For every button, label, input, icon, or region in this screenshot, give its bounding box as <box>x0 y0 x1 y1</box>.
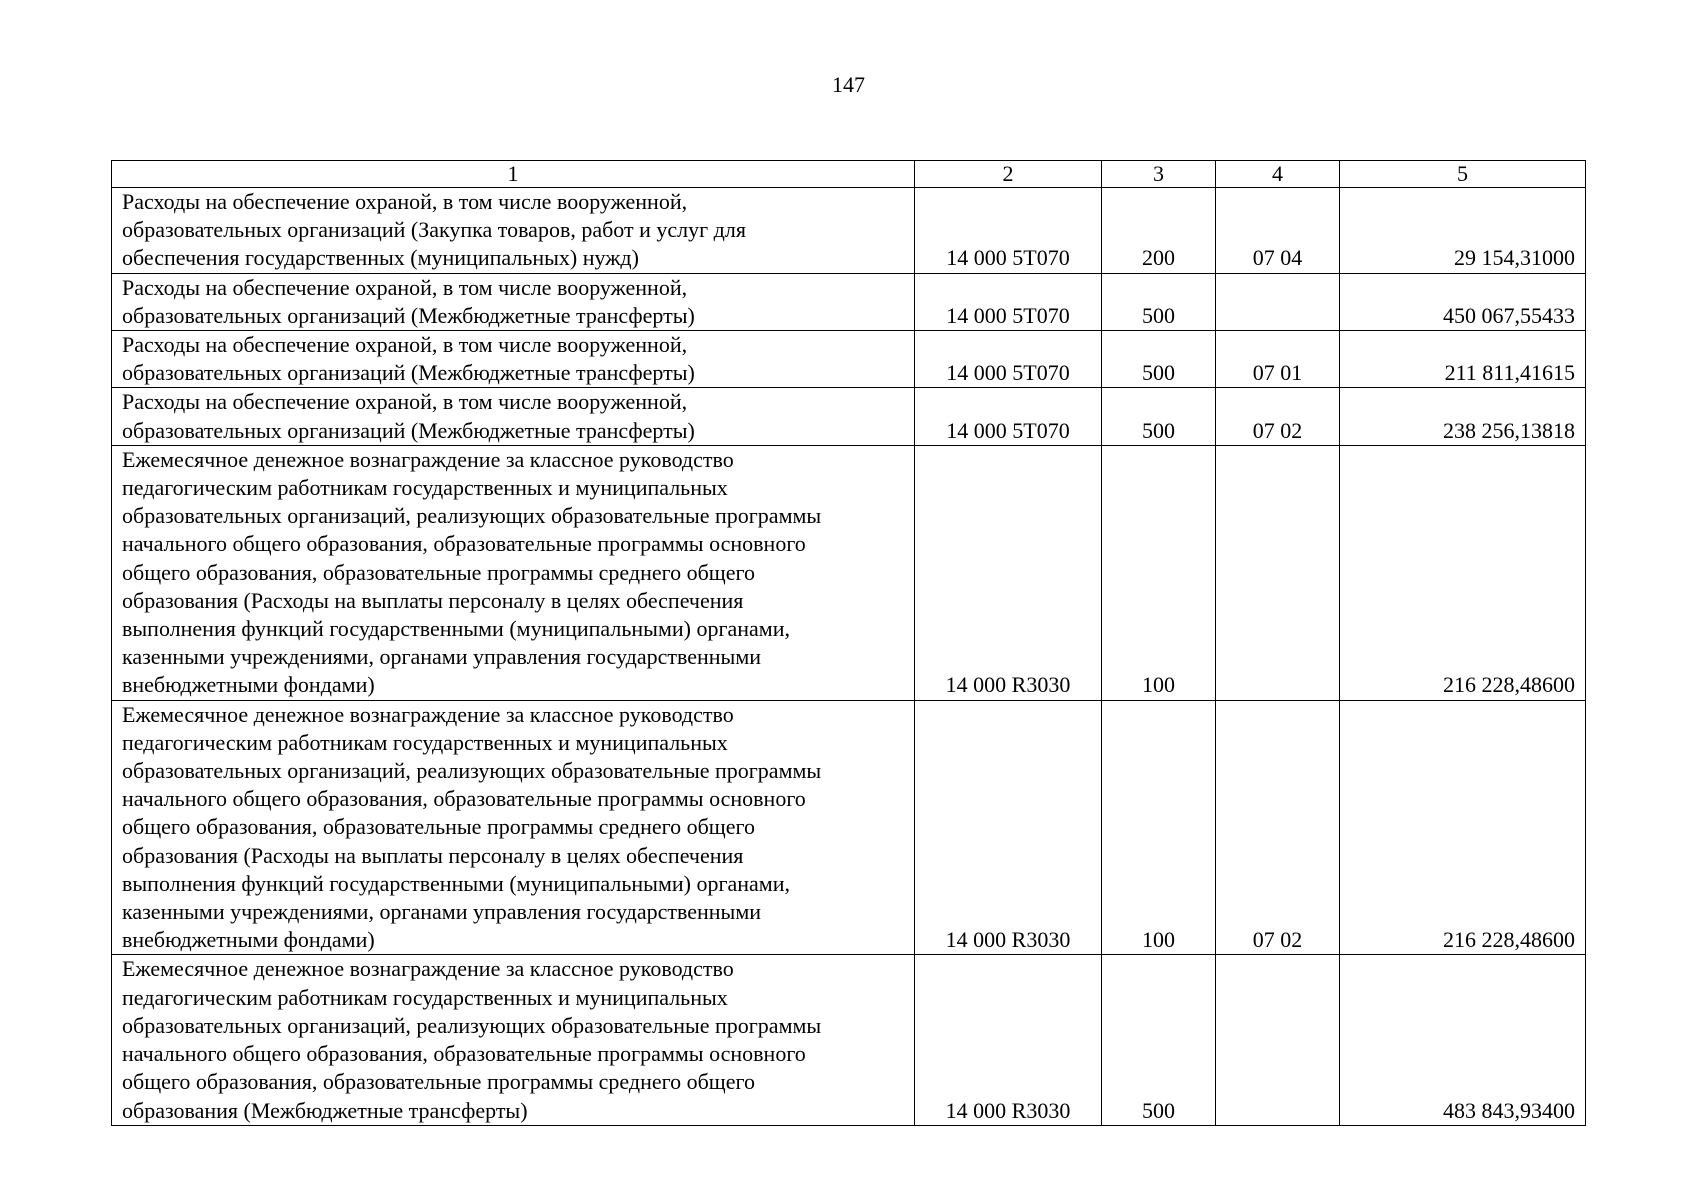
target-code: 14 000 5Т070 <box>915 331 1102 388</box>
expense-name: Ежемесячное денежное вознаграждение за классное руководство педагогическим работникам государственных и муниципальных образовательных организаций, реализующих образовательные программы начального общего образования, образовательные программы основного общего образования, образовательные программы среднего общего образования (Расходы на выплаты персоналу в целях обеспечения выполнения функций государственными (муниципальными) органами, казенными учреждениями, органами управления государственными внебюджетными фондами) <box>112 700 915 955</box>
expense-name: Расходы на обеспечение охраной, в том числе вооруженной, образовательных организаций (Межбюджетные трансферты) <box>112 331 915 388</box>
target-code: 14 000 R3030 <box>915 445 1102 700</box>
section-code: 07 04 <box>1216 188 1340 274</box>
amount: 483 843,93400 <box>1340 955 1586 1125</box>
target-code: 14 000 R3030 <box>915 700 1102 955</box>
section-code: 07 01 <box>1216 331 1340 388</box>
table-row <box>112 188 1586 274</box>
expense-name: Расходы на обеспечение охраной, в том числе вооруженной, образовательных организаций (Межбюджетные трансферты) <box>112 388 915 445</box>
expense-name: Ежемесячное денежное вознаграждение за классное руководство педагогическим работникам государственных и муниципальных образовательных организаций, реализующих образовательные программы начального общего образования, образовательные программы основного общего образования, образовательные программы среднего общего образования (Расходы на выплаты персоналу в целях обеспечения выполнения функций государственными (муниципальными) органами, казенными учреждениями, органами управления государственными внебюджетными фондами) <box>112 445 915 700</box>
amount: 216 228,48600 <box>1340 700 1586 955</box>
column-header-1: 1 <box>112 161 915 188</box>
expense-type: 500 <box>1102 388 1216 445</box>
table-row <box>112 445 1586 700</box>
budget-table <box>111 160 1586 1126</box>
amount: 216 228,48600 <box>1340 445 1586 700</box>
expense-type: 200 <box>1102 188 1216 274</box>
target-code: 14 000 R3030 <box>915 955 1102 1125</box>
amount: 29 154,31000 <box>1340 188 1586 274</box>
section-code: 07 02 <box>1216 388 1340 445</box>
amount: 450 067,55433 <box>1340 273 1586 330</box>
expense-type: 500 <box>1102 955 1216 1125</box>
header-row <box>112 161 1586 188</box>
column-header-3: 3 <box>1102 161 1216 188</box>
table-row <box>112 273 1586 330</box>
amount: 238 256,13818 <box>1340 388 1586 445</box>
table-row <box>112 955 1586 1125</box>
expense-name: Расходы на обеспечение охраной, в том числе вооруженной, образовательных организаций (Межбюджетные трансферты) <box>112 273 915 330</box>
expense-type: 100 <box>1102 445 1216 700</box>
target-code: 14 000 5Т070 <box>915 273 1102 330</box>
target-code: 14 000 5Т070 <box>915 188 1102 274</box>
expense-type: 100 <box>1102 700 1216 955</box>
section-code <box>1216 955 1340 1125</box>
expense-type: 500 <box>1102 273 1216 330</box>
column-header-4: 4 <box>1216 161 1340 188</box>
section-code <box>1216 445 1340 700</box>
section-code: 07 02 <box>1216 700 1340 955</box>
page-number: 147 <box>832 72 865 97</box>
table-row <box>112 388 1586 445</box>
column-header-2: 2 <box>915 161 1102 188</box>
section-code <box>1216 273 1340 330</box>
expense-type: 500 <box>1102 331 1216 388</box>
column-header-5: 5 <box>1340 161 1586 188</box>
amount: 211 811,41615 <box>1340 331 1586 388</box>
table-row <box>112 331 1586 388</box>
target-code: 14 000 5Т070 <box>915 388 1102 445</box>
table-row <box>112 700 1586 955</box>
expense-name: Ежемесячное денежное вознаграждение за классное руководство педагогическим работникам государственных и муниципальных образовательных организаций, реализующих образовательные программы начального общего образования, образовательные программы основного общего образования, образовательные программы среднего общего образования (Межбюджетные трансферты) <box>112 955 915 1125</box>
expense-name: Расходы на обеспечение охраной, в том числе вооруженной, образовательных организаций (Закупка товаров, работ и услуг для обеспечения государственных (муниципальных) нужд) <box>112 188 915 274</box>
